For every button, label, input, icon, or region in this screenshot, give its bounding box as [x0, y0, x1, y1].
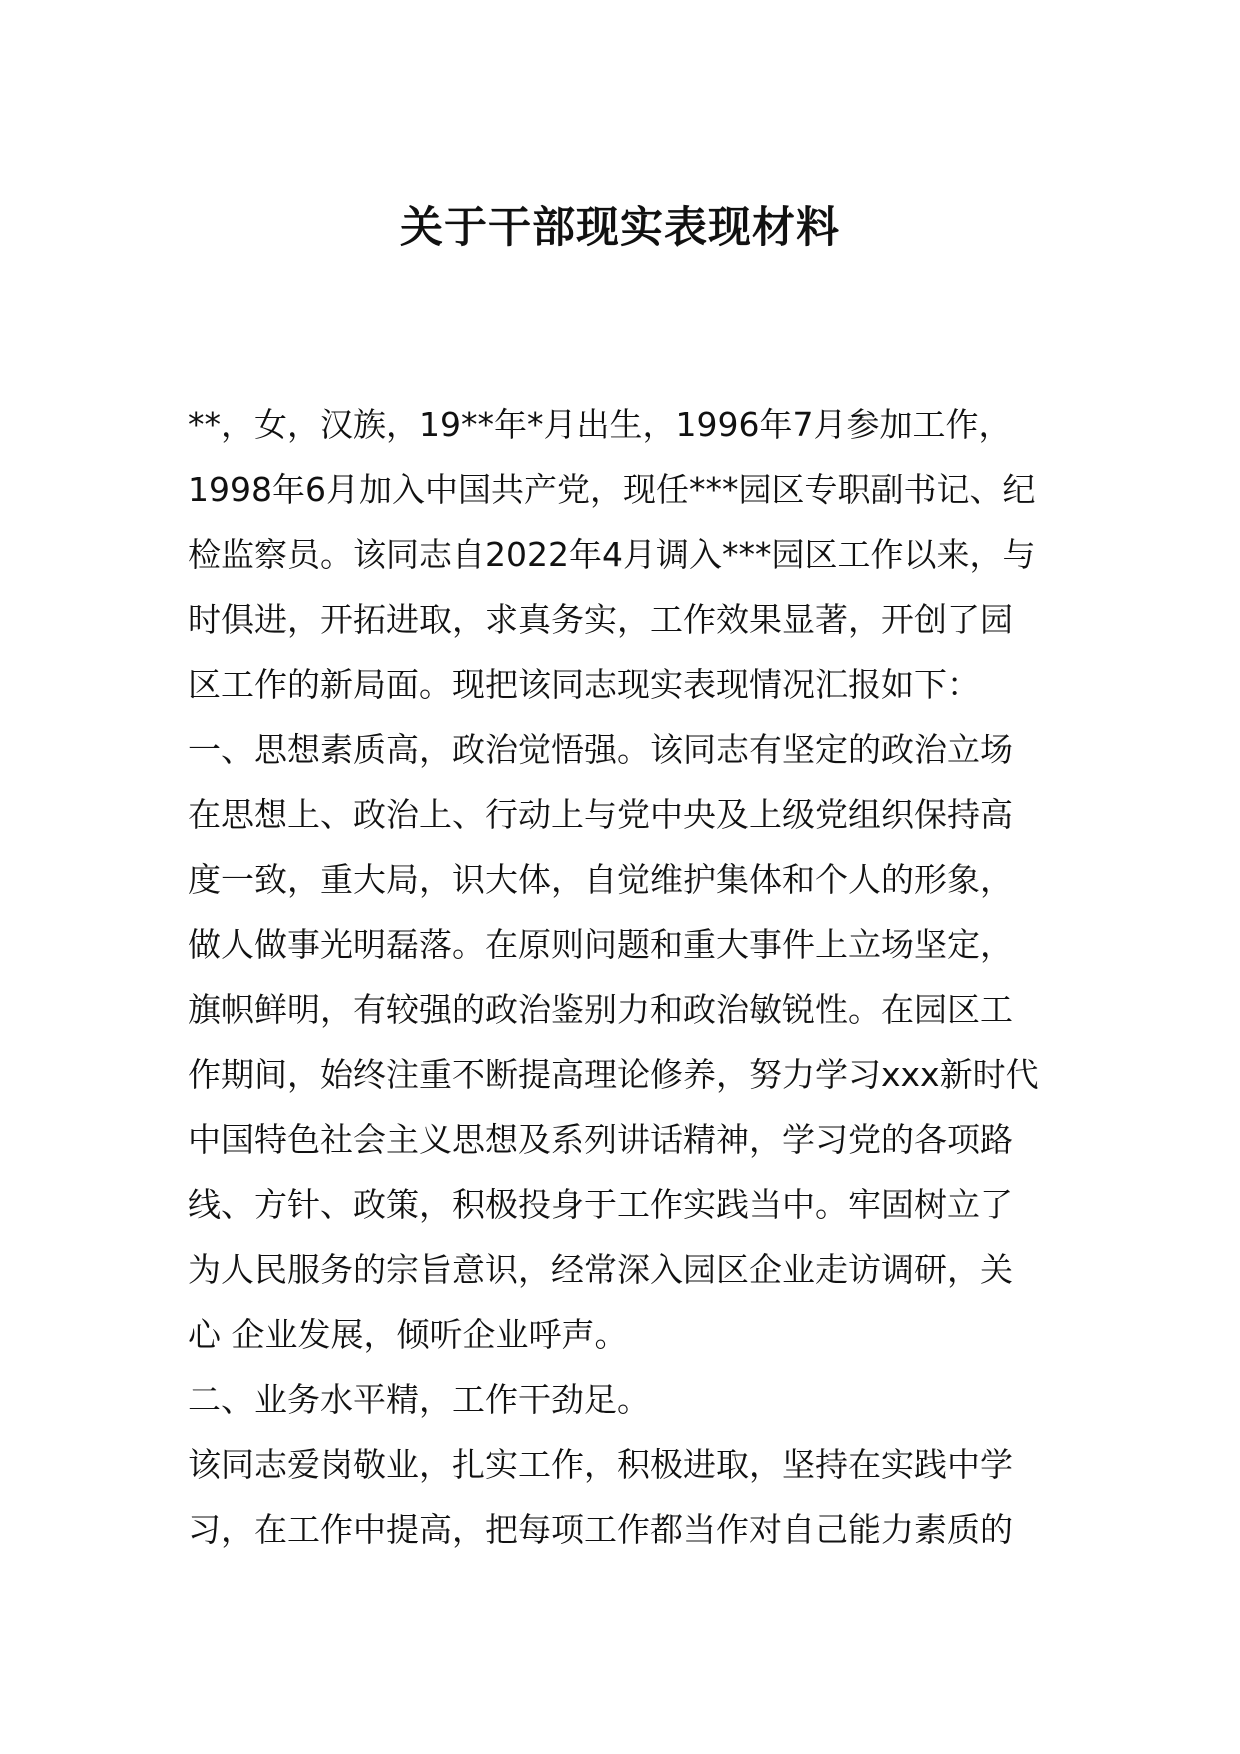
body-line: 习，在工作中提高，把每项工作都当作对自己能力素质的	[188, 1510, 1013, 1549]
document-body	[188, 392, 1088, 1562]
body-line: 1998年6月加入中国共产党，现任***园区专职副书记、纪	[188, 470, 1036, 509]
body-line: 做人做事光明磊落。在原则问题和重大事件上立场坚定，	[188, 925, 1013, 964]
body-line: 在思想上、政治上、行动上与党中央及上级党组织保持高	[188, 795, 1013, 834]
body-line: 作期间，始终注重不断提高理论修养，努力学习xxx新时代	[188, 1055, 1039, 1094]
body-line: 时俱进，开拓进取，求真务实，工作效果显著，开创了园	[188, 600, 1013, 639]
body-line: 为人民服务的宗旨意识，经常深入园区企业走访调研，关	[188, 1250, 1013, 1289]
section-heading-2: 二、业务水平精，工作干劲足。	[188, 1380, 650, 1419]
body-line: 心 企业发展，倾听企业呼声。	[188, 1315, 628, 1354]
body-line: 该同志爱岗敬业，扎实工作，积极进取，坚持在实践中学	[188, 1445, 1013, 1484]
body-line: **，女，汉族，19**年*月出生，1996年7月参加工作，	[188, 405, 1012, 444]
body-line: 中国特色社会主义思想及系列讲话精神，学习党的各项路	[188, 1120, 1013, 1159]
body-line: 区工作的新局面。现把该同志现实表现情况汇报如下：	[188, 665, 980, 704]
body-line: 检监察员。该同志自2022年4月调入***园区工作以来，与	[188, 535, 1036, 574]
body-line: 旗帜鲜明，有较强的政治鉴别力和政治敏锐性。在园区工	[188, 990, 1013, 1029]
body-line: 度一致，重大局，识大体，自觉维护集体和个人的形象，	[188, 860, 1013, 899]
section-heading-1: 一、思想素质高，政治觉悟强。该同志有坚定的政治立场	[188, 730, 1013, 769]
document-title: 关于干部现实表现材料	[400, 203, 840, 253]
body-line: 线、方针、政策，积极投身于工作实践当中。牢固树立了	[188, 1185, 1013, 1224]
